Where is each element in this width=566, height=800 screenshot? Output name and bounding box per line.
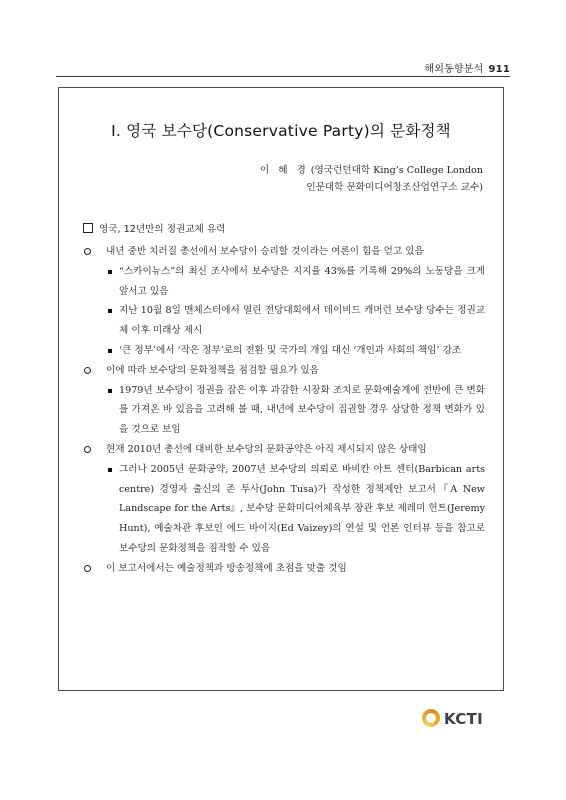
square-bullet-icon <box>108 309 112 313</box>
section-heading <box>83 220 485 240</box>
article-title: Ⅰ. 영국 보수당(Conservative Party)의 문화정책 <box>111 122 451 140</box>
square-bullet-icon <box>108 468 112 472</box>
list-item <box>83 262 485 302</box>
square-bullet-icon <box>108 389 112 393</box>
author-affiliation-2: 인문대학 문화미디어창조산업연구소 교수) <box>306 182 483 193</box>
section-heading-text: 영국, 12년만의 정권교체 유력 <box>99 224 226 235</box>
running-header <box>56 60 510 78</box>
list-item-text: 지난 10월 8일 맨체스터에서 열린 전당대회에서 데이비드 캐머런 보수당 당수는 정권교체 이후 미래상 제시 <box>119 305 485 337</box>
article-box <box>58 87 504 691</box>
circle-bullet-icon <box>84 446 91 453</box>
list-item-text: ‘큰 정부’에서 ‘작은 정부’로의 전환 및 국가의 개입 대신 ‘개인과 사회의 책임’ 강조 <box>119 344 462 356</box>
list-item-text: 현재 2010년 총선에 대비한 보수당의 문화공약은 아직 제시되지 않은 상태임 <box>106 443 427 455</box>
logo-ring-icon <box>422 709 440 727</box>
square-bullet-icon <box>108 270 112 274</box>
author-name: 이 혜 경 <box>259 165 309 176</box>
list-item <box>83 341 485 361</box>
list-item-text: 이에 따라 보수당의 문화정책을 점검할 필요가 있음 <box>106 364 319 376</box>
header-section-name: 해외동향분석 <box>424 64 484 75</box>
list-item-text: “스카이뉴스”의 최신 조사에서 보수당은 지지율 43%를 기록해 29%의 노동당을 크게 앞서고 있음 <box>119 265 485 297</box>
article-content <box>83 220 485 579</box>
list-item-text: 그러나 2005년 문화공약, 2007년 보수당의 의뢰로 바비칸 아트 센터(Barbican arts centre) 경영자 출신의 존 투사(John Tusa)가 작성한 정책제안 보고서『A New Landscape for the Arts』, 보수당 문화미디어체육부 장관 후보 제레미 헌트(Jeremy Hunt), 예술차관 후보인 에드 바이지(Ed Vaizey)의 연설 및 언론 인터뷰 등을 참고로 보수당의 문화정책을 짐작할 수 있음 <box>119 463 485 554</box>
circle-bullet-icon <box>84 367 91 374</box>
list-item-text: 내년 중반 치러질 총선에서 보수당이 승리할 것이라는 여론이 힘을 얻고 있음 <box>106 246 424 257</box>
circle-bullet-icon <box>84 248 91 255</box>
square-bullet-icon <box>83 223 93 233</box>
list-item <box>83 559 485 579</box>
square-bullet-icon <box>108 349 112 353</box>
author-line-1 <box>260 162 483 179</box>
header-text <box>424 60 510 75</box>
page-number: 911 <box>488 64 510 75</box>
list-item <box>83 361 485 381</box>
list-item-text: 1979년 보수당이 정권을 잡은 이후 과감한 시장화 조치로 문화예술계에 전반에 큰 변화를 가져온 바 있음을 고려해 볼 때, 내년에 보수당이 집권할 경우 상당한 정책 변화가 있을 것으로 보임 <box>119 384 485 436</box>
list-item <box>83 460 485 559</box>
logo-text: KCTI <box>444 710 483 728</box>
circle-bullet-icon <box>84 565 91 572</box>
kcti-logo <box>422 708 508 730</box>
list-item <box>83 242 485 262</box>
bullet-list <box>83 242 485 579</box>
list-item-text: 이 보고서에서는 예술정책과 방송정책에 초점을 맞출 것임 <box>106 562 347 574</box>
author-block <box>260 162 483 196</box>
list-item <box>83 381 485 440</box>
header-rule <box>56 76 510 77</box>
author-affiliation-1: (영국런던대학 King’s College London <box>310 165 483 176</box>
list-item <box>83 440 485 460</box>
list-item <box>83 301 485 341</box>
